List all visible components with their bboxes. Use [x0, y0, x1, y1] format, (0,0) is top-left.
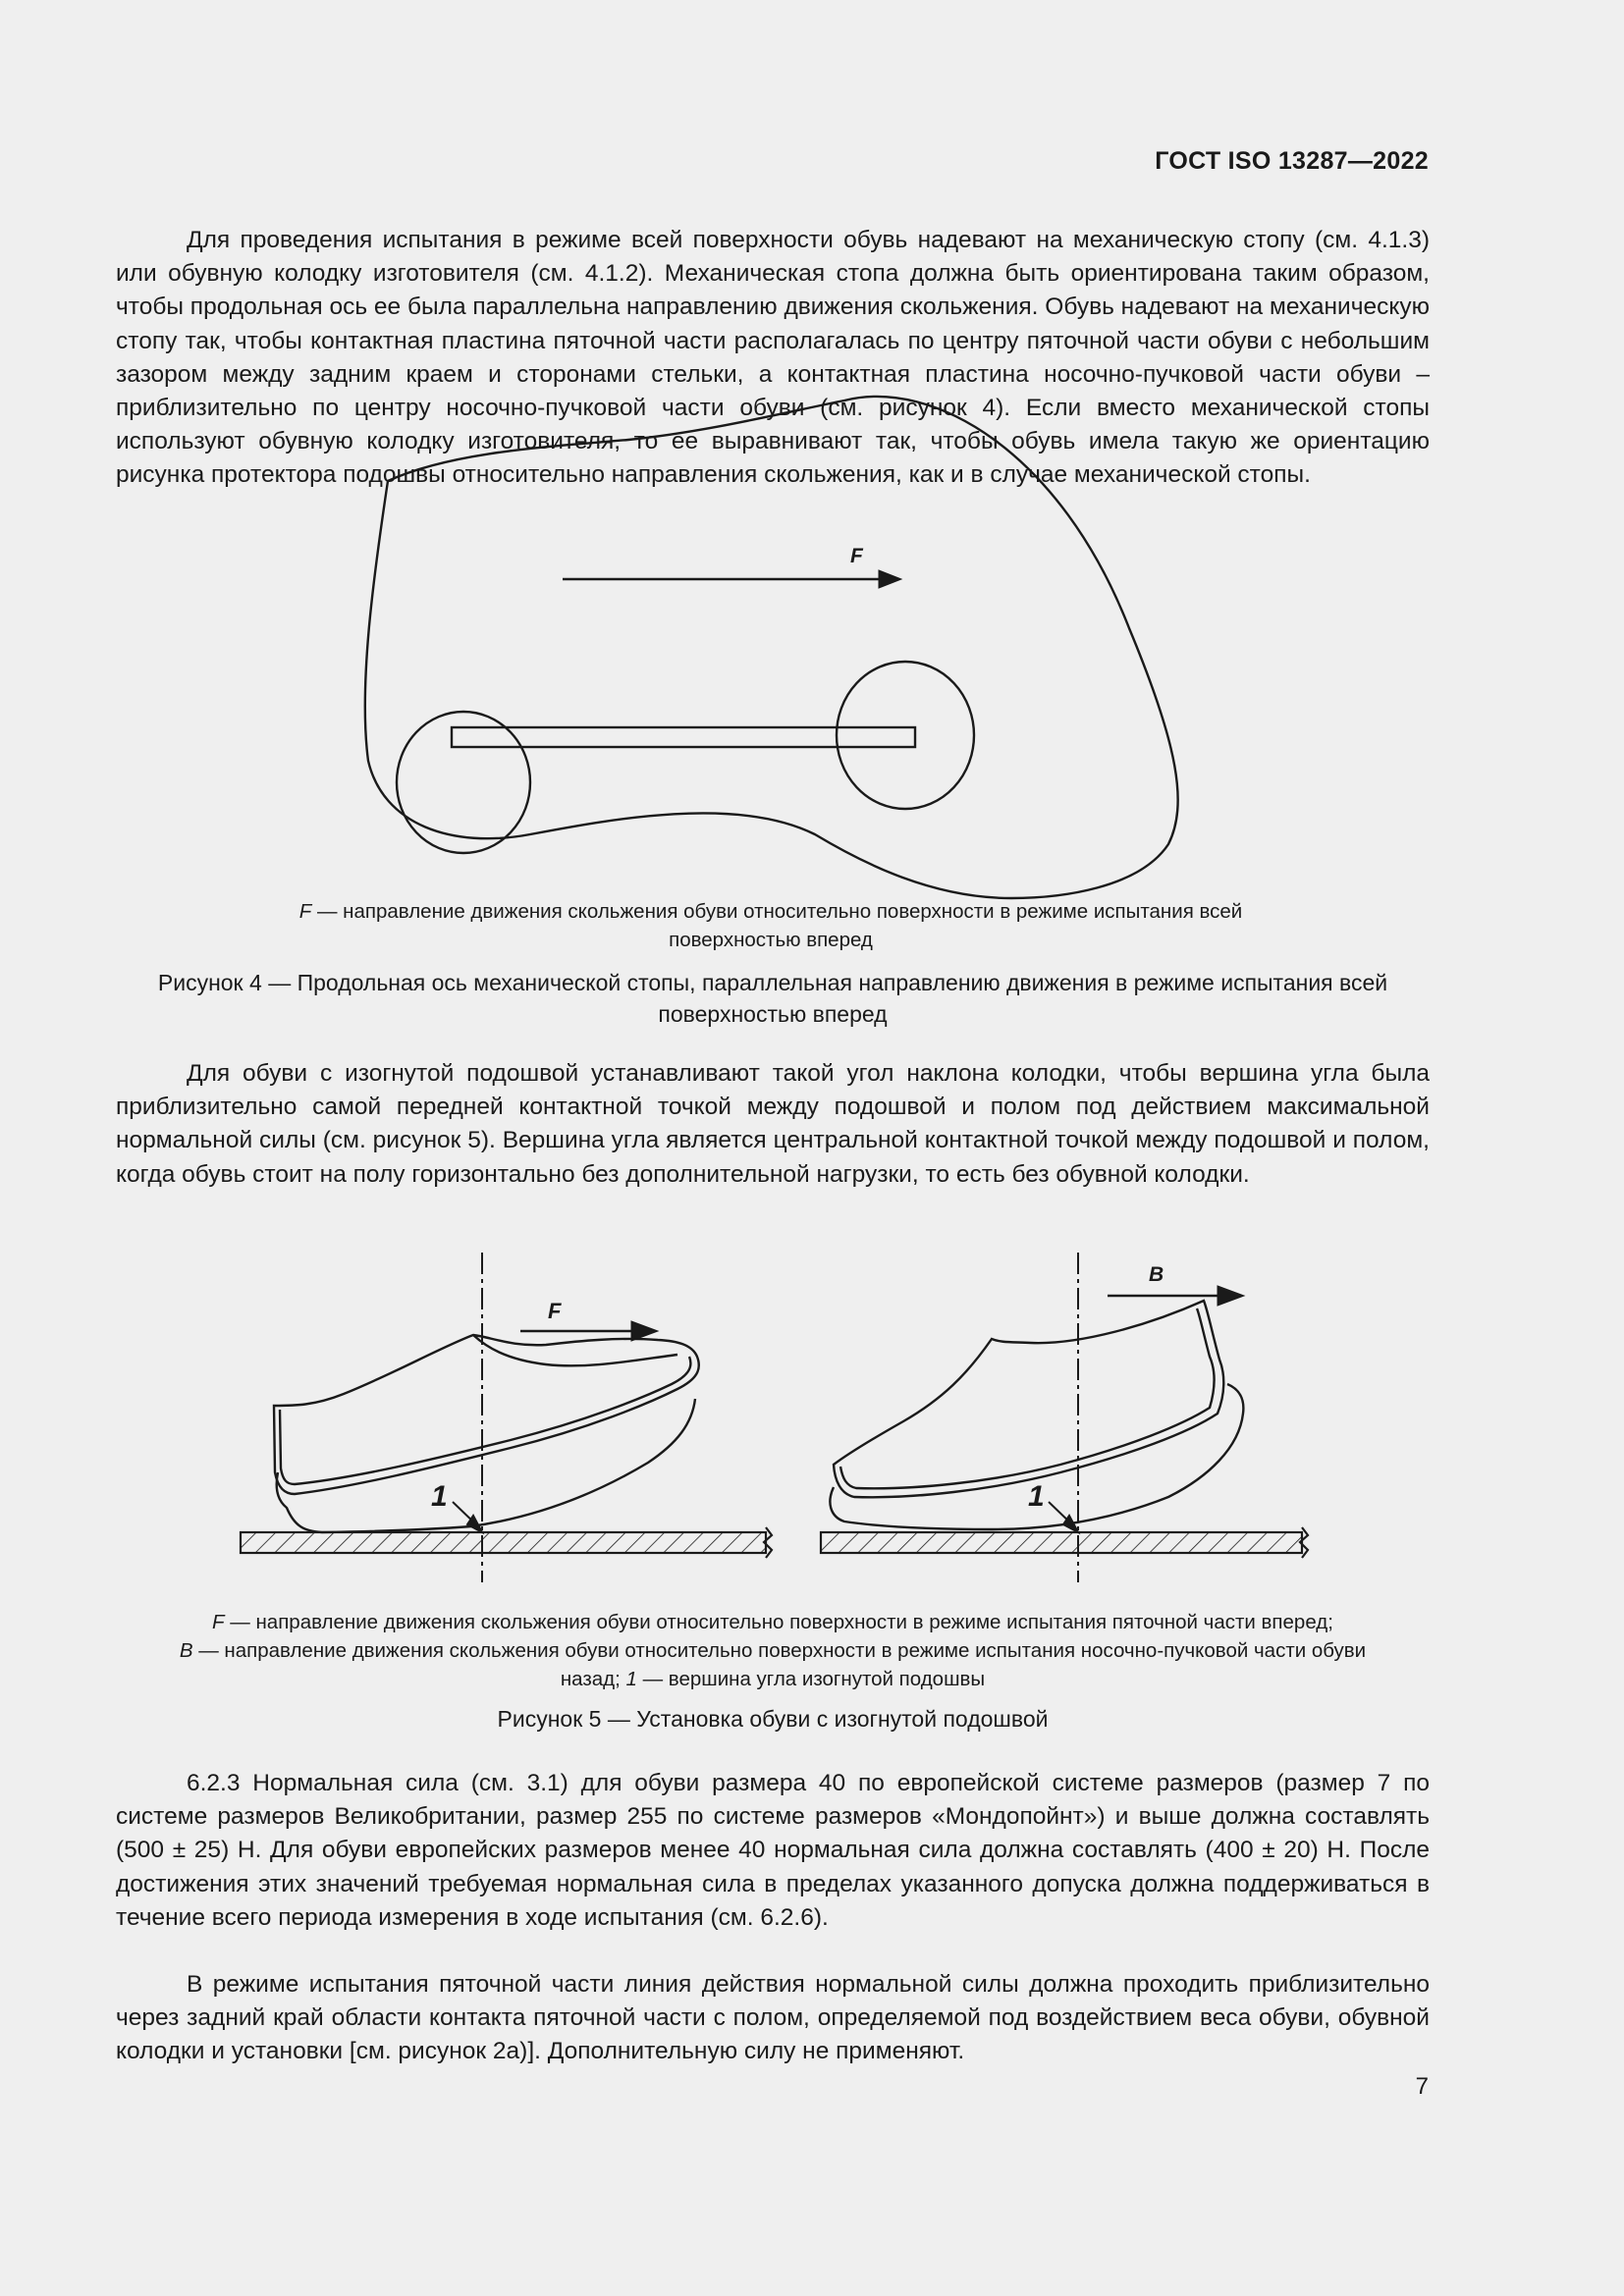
figure-4-legend: F — направление движения скольжения обуви относительно поверхности в режиме испытания всей поверхностью вперед: [298, 900, 1243, 951]
figure-5-title: Рисунок 5 — Установка обуви с изогнутой подошвой: [497, 1706, 1049, 1732]
figure-5-legend-line-b: B — направление движения скольжения обуви относительно поверхности в режиме испытания носочно-пучковой части обуви назад; 1 — вершина угла изогнутой подошвы: [179, 1639, 1367, 1690]
left-curved-sole-shoe: [274, 1335, 699, 1532]
figure-5-b-label: B: [1149, 1263, 1164, 1286]
page-number: 7: [1415, 2073, 1429, 2100]
paragraph-6-2-3: 6.2.3 Нормальная сила (см. 3.1) для обуви размера 40 по европейской системе размеров (размер 7 по системе размеров Великобритании, размер 255 по системе размеров «Мондопойнт») и выше должна составлять (500 ± 25) Н. Для обуви европейских размеров менее 40 нормальная сила должна составлять (400 ± 20) Н. После достижения этих значений требуемая нормальная сила в пределах указанного допуска должна поддерживаться в течение всего периода измерения в ходе испытания (см. 6.2.6).: [116, 1770, 1430, 1931]
figure-4-arrow-label: F: [850, 545, 863, 567]
document-header: ГОСТ ISO 13287—2022: [1155, 147, 1429, 175]
paragraph-curved-sole: Для обуви с изогнутой подошвой устанавливают такой угол наклона колодки, чтобы вершина угла была приблизительно самой передней контактной точкой между подошвой и полом под действием максимальной нормальной силы (см. рисунок 5). Вершина угла является центральной контактной точкой между подошвой и полом, когда обувь стоит на полу горизонтально без дополнительной нагрузки, то есть без обувной колодки.: [116, 1060, 1430, 1188]
paragraph-full-surface-mode: Для проведения испытания в режиме всей поверхности обувь надевают на механическую стопу (см. 4.1.3) или обувную колодку изготовителя (см. 4.1.2). Механическая стопа должна быть ориентирована таким образом, чтобы продольная ось ее была параллельна направлению движения скольжения. Обувь надевают на механическую стопу так, чтобы контактная пластина пяточной части располагалась по центру пяточной части обуви с небольшим зазором между задним краем и сторонами стельки, а контактная пластина носочно-пучковой части обуви – приблизительно по центру носочно-пучковой части обуви (см. рисунок 4). Если вместо механической стопы используют обувную колодку изготовителя, то ее выравнивают так, чтобы обувь имела такую же ориентацию рисунка протектора подошвы относительно направления скольжения, как и в случае механической стопы.: [116, 227, 1430, 489]
figure-5-right-vertex-label: 1: [1028, 1480, 1045, 1513]
figure-5-legend: [147, 1608, 1398, 1693]
figure-4-title: Рисунок 4 — Продольная ось механической стопы, параллельная направлению движения в режиме испытания всей поверхностью вперед: [157, 970, 1388, 1027]
right-floor-surface: [821, 1527, 1308, 1558]
figure-5-left-vertex-label: 1: [431, 1480, 448, 1513]
figure-5-legend-line-f: F — направление движения скольжения обуви относительно поверхности в режиме испытания пяточной части вперед;: [212, 1611, 1333, 1633]
paragraph-heel-mode-force: В режиме испытания пяточной части линия действия нормальной силы должна проходить приблизительно через задний край области контакта пяточной части с полом, определяемой под воздействием веса обуви, обувной колодки и установки [см. рисунок 2а)]. Дополнительную силу не применяют.: [116, 1971, 1430, 2065]
figure-5-f-label: F: [548, 1299, 562, 1323]
